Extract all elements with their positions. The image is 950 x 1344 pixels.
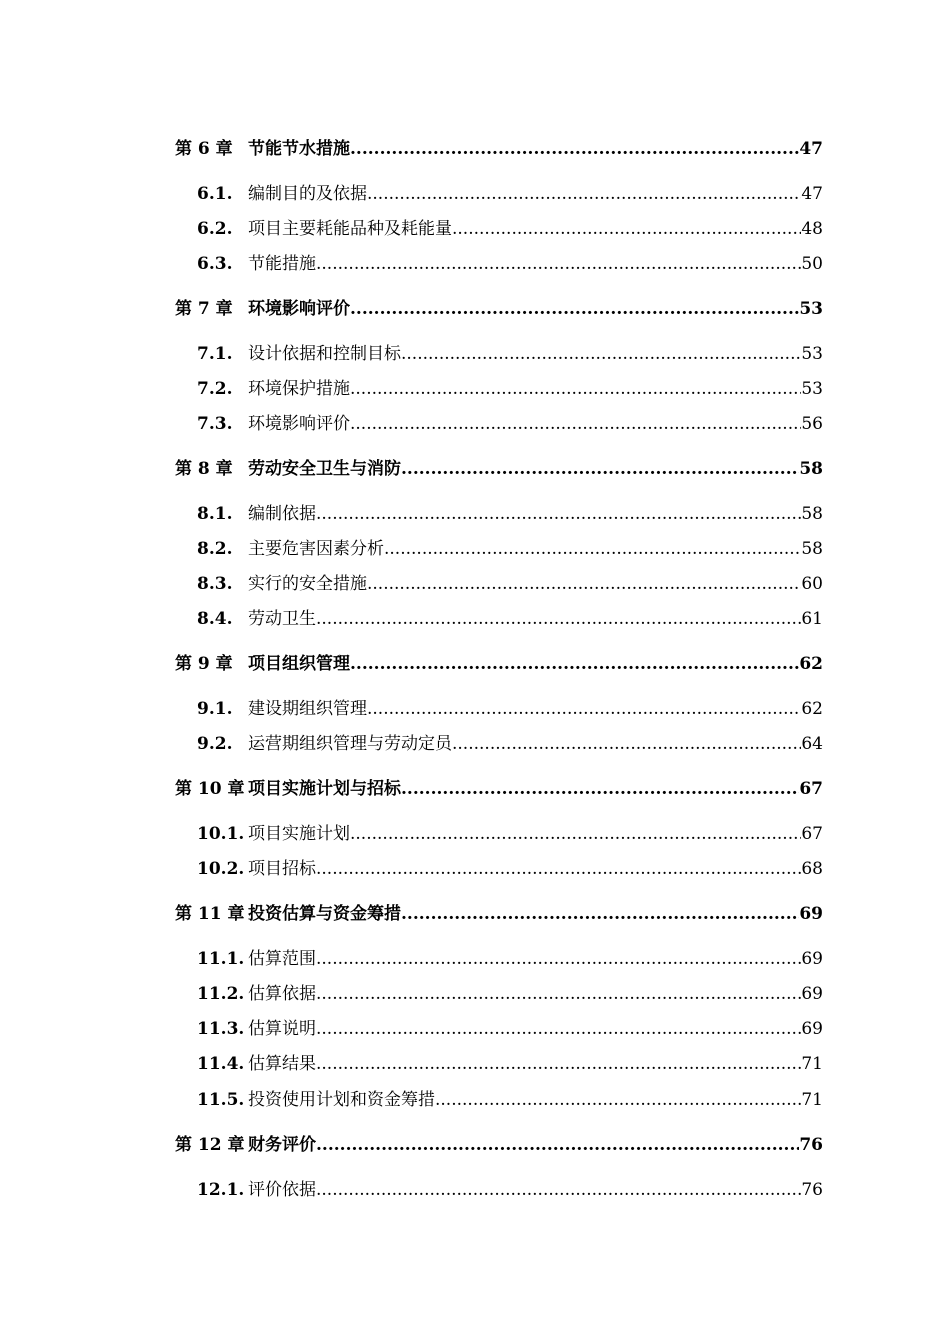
toc-dot-leader [452,731,801,757]
toc-entry-title: 项目招标 [248,859,316,879]
toc-chapter-entry[interactable] [175,901,823,927]
toc-entry-title: 项目实施计划 [248,824,350,844]
toc-entry-number: 第 8 章 [175,459,233,479]
toc-section-entry[interactable] [175,501,823,527]
toc-entry-number: 7.1. [197,344,233,364]
toc-page-number: 71 [801,1087,823,1113]
toc-dot-leader [316,501,801,527]
toc-dot-leader [316,1016,801,1042]
toc-dot-leader [316,946,801,972]
toc-entry-title: 实行的安全措施 [248,574,367,594]
toc-chapter-entry[interactable] [175,456,823,482]
toc-entry-number: 12.1. [197,1180,245,1200]
toc-chapter-entry[interactable] [175,776,823,802]
toc-entry-number: 6.1. [197,184,233,204]
toc-section-entry[interactable] [175,946,823,972]
toc-dot-leader [435,1087,801,1113]
toc-page-number: 48 [801,216,823,242]
toc-entry-title: 估算结果 [248,1054,316,1074]
toc-entry-number: 第 7 章 [175,299,233,319]
toc-entry-title: 估算依据 [248,984,316,1004]
toc-page-number: 69 [801,981,823,1007]
toc-dot-leader [350,136,799,162]
toc-section-entry[interactable] [175,376,823,402]
toc-dot-leader [316,856,801,882]
toc-dot-leader [350,411,801,437]
toc-page-number: 53 [801,341,823,367]
toc-section-entry[interactable] [175,821,823,847]
toc-section-entry[interactable] [175,341,823,367]
toc-entry-title: 评价依据 [248,1180,316,1200]
toc-page-number: 68 [801,856,823,882]
toc-entry-number: 9.1. [197,699,233,719]
toc-page-number: 58 [801,536,823,562]
toc-dot-leader [316,981,801,1007]
toc-page-number: 47 [799,136,823,162]
toc-section-entry[interactable] [175,1087,823,1113]
toc-entry-title: 设计依据和控制目标 [248,344,401,364]
toc-section-entry[interactable] [175,856,823,882]
toc-page-number: 69 [801,946,823,972]
toc-page-number: 69 [801,1016,823,1042]
toc-page-number: 62 [799,651,823,677]
toc-section-entry[interactable] [175,696,823,722]
toc-entry-title: 劳动安全卫生与消防 [248,459,401,479]
toc-entry-number: 11.1. [197,949,245,969]
toc-entry-number: 8.4. [197,609,233,629]
toc-section-entry[interactable] [175,731,823,757]
toc-entry-number: 8.3. [197,574,233,594]
toc-entry-title: 环境保护措施 [248,379,350,399]
toc-section-entry[interactable] [175,1016,823,1042]
toc-section-entry[interactable] [175,411,823,437]
toc-page-number: 76 [799,1132,823,1158]
toc-page-number: 76 [801,1177,823,1203]
toc-section-entry[interactable] [175,536,823,562]
toc-section-entry[interactable] [175,606,823,632]
toc-entry-number: 9.2. [197,734,233,754]
toc-entry-number: 第 6 章 [175,139,233,159]
toc-dot-leader [384,536,801,562]
toc-page-number: 64 [801,731,823,757]
toc-section-entry[interactable] [175,1051,823,1077]
toc-entry-title: 建设期组织管理 [248,699,367,719]
toc-entry-number: 6.3. [197,254,233,274]
toc-entry-title: 节能节水措施 [248,139,350,159]
toc-entry-number: 6.2. [197,219,233,239]
toc-dot-leader [350,651,799,677]
toc-entry-number: 10.1. [197,824,245,844]
toc-entry-title: 项目组织管理 [248,654,350,674]
toc-entry-number: 11.3. [197,1019,245,1039]
toc-entry-title: 编制目的及依据 [248,184,367,204]
toc-dot-leader [401,456,799,482]
toc-entry-title: 编制依据 [248,504,316,524]
toc-entry-title: 主要危害因素分析 [248,539,384,559]
toc-page-number: 58 [801,501,823,527]
toc-section-entry[interactable] [175,216,823,242]
toc-chapter-entry[interactable] [175,136,823,162]
toc-page-number: 50 [801,251,823,277]
toc-entry-number: 第 11 章 [175,904,245,924]
toc-page-number: 71 [801,1051,823,1077]
toc-page-number: 67 [801,821,823,847]
toc-entry-title: 估算说明 [248,1019,316,1039]
toc-entry-title: 财务评价 [248,1135,316,1155]
toc-page-number: 69 [799,901,823,927]
toc-dot-leader [401,901,799,927]
toc-dot-leader [401,341,801,367]
toc-dot-leader [350,821,801,847]
toc-entry-title: 环境影响评价 [248,414,350,434]
toc-entry-title: 项目主要耗能品种及耗能量 [248,219,452,239]
toc-section-entry[interactable] [175,1177,823,1203]
toc-entry-title: 投资估算与资金筹措 [248,904,401,924]
toc-dot-leader [367,696,801,722]
toc-chapter-entry[interactable] [175,1132,823,1158]
toc-section-entry[interactable] [175,571,823,597]
toc-entry-number: 8.1. [197,504,233,524]
toc-dot-leader [316,1177,801,1203]
toc-dot-leader [452,216,801,242]
toc-entry-title: 运营期组织管理与劳动定员 [248,734,452,754]
toc-dot-leader [316,1051,801,1077]
toc-entry-number: 11.2. [197,984,245,1004]
toc-dot-leader [316,606,801,632]
toc-chapter-entry[interactable] [175,296,823,322]
toc-page-number: 61 [801,606,823,632]
toc-entry-number: 7.2. [197,379,233,399]
toc-page-number: 53 [799,296,823,322]
toc-chapter-entry[interactable] [175,651,823,677]
toc-entry-number: 第 12 章 [175,1135,245,1155]
toc-entry-title: 劳动卫生 [248,609,316,629]
toc-dot-leader [316,251,801,277]
toc-entry-title: 投资使用计划和资金筹措 [248,1090,435,1110]
toc-dot-leader [350,296,799,322]
toc-page-number: 53 [801,376,823,402]
toc-section-entry[interactable] [175,981,823,1007]
toc-dot-leader [316,1132,799,1158]
toc-page-number: 60 [801,571,823,597]
toc-entry-number: 第 10 章 [175,779,245,799]
toc-entry-number: 10.2. [197,859,245,879]
toc-entry-number: 7.3. [197,414,233,434]
toc-entry-number: 第 9 章 [175,654,233,674]
toc-section-entry[interactable] [175,251,823,277]
toc-entry-title: 节能措施 [248,254,316,274]
toc-entry-number: 8.2. [197,539,233,559]
toc-page-number: 67 [799,776,823,802]
toc-dot-leader [350,376,801,402]
toc-entry-number: 11.5. [197,1090,245,1110]
toc-page-number: 62 [801,696,823,722]
toc-entry-number: 11.4. [197,1054,245,1074]
toc-page-number: 47 [801,181,823,207]
toc-page-number: 58 [799,456,823,482]
toc-entry-title: 估算范围 [248,949,316,969]
toc-dot-leader [367,181,801,207]
toc-entry-title: 项目实施计划与招标 [248,779,401,799]
toc-section-entry[interactable] [175,181,823,207]
toc-dot-leader [367,571,801,597]
toc-entry-title: 环境影响评价 [248,299,350,319]
toc-page-number: 56 [801,411,823,437]
toc-dot-leader [401,776,799,802]
